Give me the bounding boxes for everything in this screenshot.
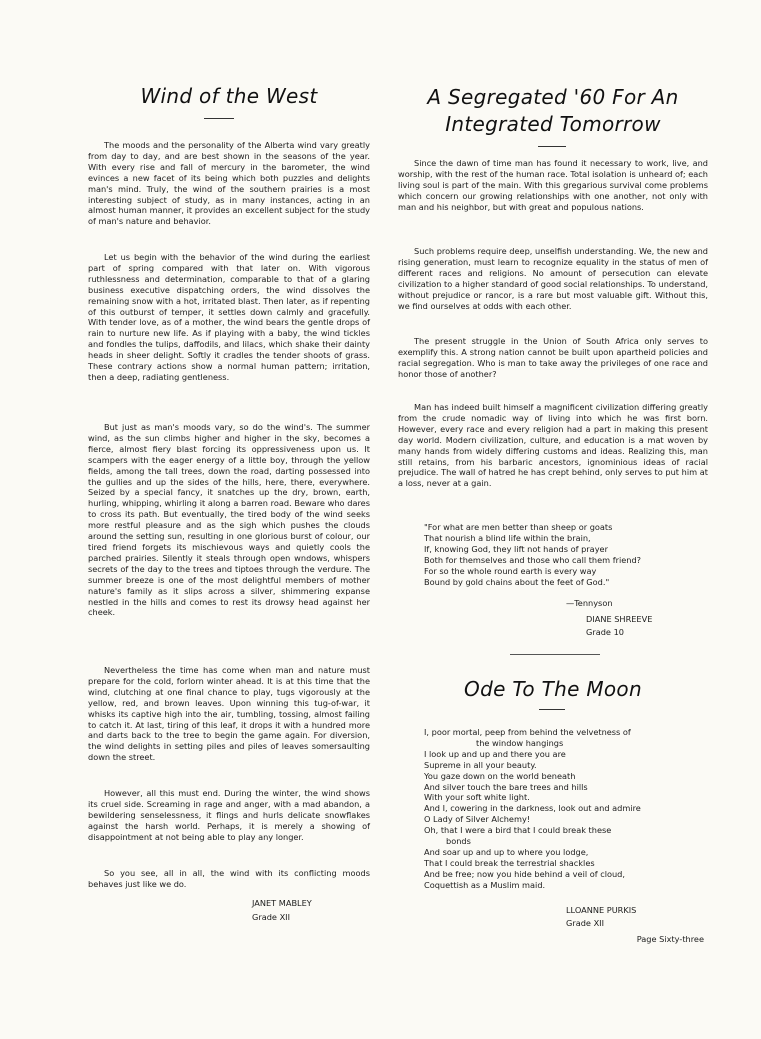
paragraph: So you see, all in all, the wind with its conflicting moods behaves just like we do. xyxy=(88,868,370,889)
paragraph: Man has indeed built himself a magnificent civilization differing greatly from the crude nomadic way of living into which he was first born. However, every race and every religion had a part in making this present day world. Modern civilization, culture, and education is a mat woven by many hands from widely differing customs and ideas. Realizing this, man still retains, from his barbaric ancestors, ignominious ideas of racial prejudice. The wall of hatred he has crept behind, only serves to put him at a loss, never at a gain. xyxy=(398,402,708,489)
article-title: Wind of the West xyxy=(140,84,318,108)
paragraph: But just as man's moods vary, so do the wind's. The summer wind, as the sun climbs higher and higher in the sky, becomes a fierce, almost fiery blast forcing its oppressiveness upon us. It scampers with the eager energy of a little boy, through the yellow fields, among the tall trees, down the road, darting possessed into the gullies and up the sides of the hills, here, there, everywhere. Seized by a special fancy, it snatches up the dry, brown, earth, hurling, whipping, whirling it along a barren road. Beware who dares to cross its path. But eventually, the tired body of the wind seeks more restful pleasure and as the sigh which pushes the clouds around the setting sun, resulting in one glorious burst of colour, our tired friend forgets its mischievous ways and quietly cools the parched prairies. Silently it steals through open wndows, whispers secrets of the day to the trees and tiptoes through the verdure. The summer breeze is one of the most delightful members of mother nature's family as it slips across a silver, shimmering expanse nestled in the hills and comes to rest its drowsy head against her cheek. xyxy=(88,422,370,618)
poem-line: And soar up and up to where you lodge, xyxy=(424,846,589,857)
quote-line: Both for themselves and those who call them friend? xyxy=(424,554,642,565)
poem-line: Coquettish as a Muslim maid. xyxy=(424,879,546,890)
poem-line: And I, cowering in the darkness, look out and admire xyxy=(424,803,641,814)
poem-line: Oh, that I were a bird that I could break these xyxy=(424,825,612,836)
poem-title: Ode To The Moon xyxy=(464,677,642,701)
title-underline xyxy=(538,146,566,147)
quote-attribution: —Tennyson xyxy=(566,598,613,608)
tennyson-quote xyxy=(424,522,641,587)
poem-line: bonds xyxy=(446,836,471,847)
section-divider xyxy=(510,654,600,655)
article-title-line-2: Integrated Tomorrow xyxy=(445,112,661,136)
poem-line: And be free; now you hide behind a veil of cloud, xyxy=(424,868,625,879)
page-number: Page Sixty-three xyxy=(636,934,704,944)
poem-line: With your soft white light. xyxy=(424,792,530,803)
poem-line: I, poor mortal, peep from behind the velvetness of xyxy=(424,727,631,737)
ode-poem xyxy=(424,727,641,891)
paragraph: Since the dawn of time man has found it necessary to work, live, and worship, with the rest of the human race. Total isolation is unheard of; each living soul is part of the main. With this gregarious survival come problems which concern our growing relationships with one another, not only with man and his neighbor, but with great and populous nations. xyxy=(398,158,708,212)
paragraph: The present struggle in the Union of South Africa only serves to exemplify this. A strong nation cannot be built upon apartheid policies and racial segregation. Who is man to take away the privileges of one race and honor those of another? xyxy=(398,336,708,379)
paragraph: Such problems require deep, unselfish understanding. We, the new and rising generation, must learn to recognize equality in the status of men of different races and religions. No amount of persecution can elevate civilization to a higher standard of good social relationships. To understand, without prejudice or rancor, is a rare but most valuable gift. Without this, we find ourselves at odds with each other. xyxy=(398,246,708,311)
quote-line: Bound by gold chains about the feet of God." xyxy=(424,576,610,587)
author-grade: Grade XII xyxy=(252,912,291,922)
quote-line: If, knowing God, they lift not hands of prayer xyxy=(424,543,608,554)
title-underline xyxy=(204,118,234,119)
author-name: DIANE SHREEVE xyxy=(586,614,653,624)
poem-line: That I could break the terrestrial shackles xyxy=(424,857,595,868)
poem-line: And silver touch the bare trees and hills xyxy=(424,781,588,792)
poem-line: Supreme in all your beauty. xyxy=(424,759,537,770)
author-name: LLOANNE PURKIS xyxy=(566,905,637,915)
author-grade: Grade XII xyxy=(566,918,605,928)
author-grade: Grade 10 xyxy=(586,627,624,637)
quote-line: For so the whole round earth is every way xyxy=(424,565,597,576)
quote-line: That nourish a blind life within the brain, xyxy=(424,532,591,543)
paragraph: Nevertheless the time has come when man and nature must prepare for the cold, forlorn winter ahead. It is at this time that the wind, clutching at one final chance to play, tugs vigorously at the yellow, red, and brown leaves. Upon winning this tug-of-war, it whisks its captive high into the air, tumbling, tossing, almost failing to catch it. At last, tiring of this leaf, it drops it with a hundred more and darts back to the tree to begin the game again. For diversion, the wind delights in setting piles and piles of leaves somersaulting down the street. xyxy=(88,665,370,763)
title-underline xyxy=(539,709,565,710)
quote-line: "For what are men better than sheep or goats xyxy=(424,522,613,532)
author-name: JANET MABLEY xyxy=(252,898,312,908)
paragraph: Let us begin with the behavior of the wind during the earliest part of spring compared with that later on. With vigorous ruthlessness and determination, comparable to that of a glaring business executive dispatching orders, the wind dissolves the remaining snow with a hot, irritated blast. Then later, as if repenting of this outburst of temper, it settles down calmly and gracefully. With tender love, as of a mother, the wind bears the gentle drops of rain to nurture new life. As if playing with a baby, the wind tickles and fondles the tulips, daffodils, and lilacs, which shake their dainty heads in sheer delight. Softly it cradles the tender shoots of grass. These contrary actions show a normal human pattern; irritation, then a deep, radiating gentleness. xyxy=(88,252,370,382)
poem-line: O Lady of Silver Alchemy! xyxy=(424,814,531,825)
poem-line: the window hangings xyxy=(476,737,564,748)
paragraph: The moods and the personality of the Alberta wind vary greatly from day to day, and are best shown in the seasons of the year. With every rise and fall of mercury in the barometer, the wind evinces a new facet of its being which both puzzles and delights man's mind. Truly, the wind of the southern prairies is a most interesting subject of study, as in many instances, acting in an almost human manner, it provides an excellent subject for the study of man's nature and behavior. xyxy=(88,140,370,227)
article-title-line-1: A Segregated '60 For An xyxy=(427,85,679,109)
poem-line: I look up and up and there you are xyxy=(424,748,566,759)
poem-line: You gaze down on the world beneath xyxy=(424,770,576,781)
article-title xyxy=(398,84,708,138)
paragraph: However, all this must end. During the winter, the wind shows its cruel side. Screaming in rage and anger, with a mad abandon, a bewildering senselessness, it flings and hurls delicate snowflakes against the harsh world. Perhaps, it is merely a showing of disappointment at not being able to play any longer. xyxy=(88,788,370,842)
